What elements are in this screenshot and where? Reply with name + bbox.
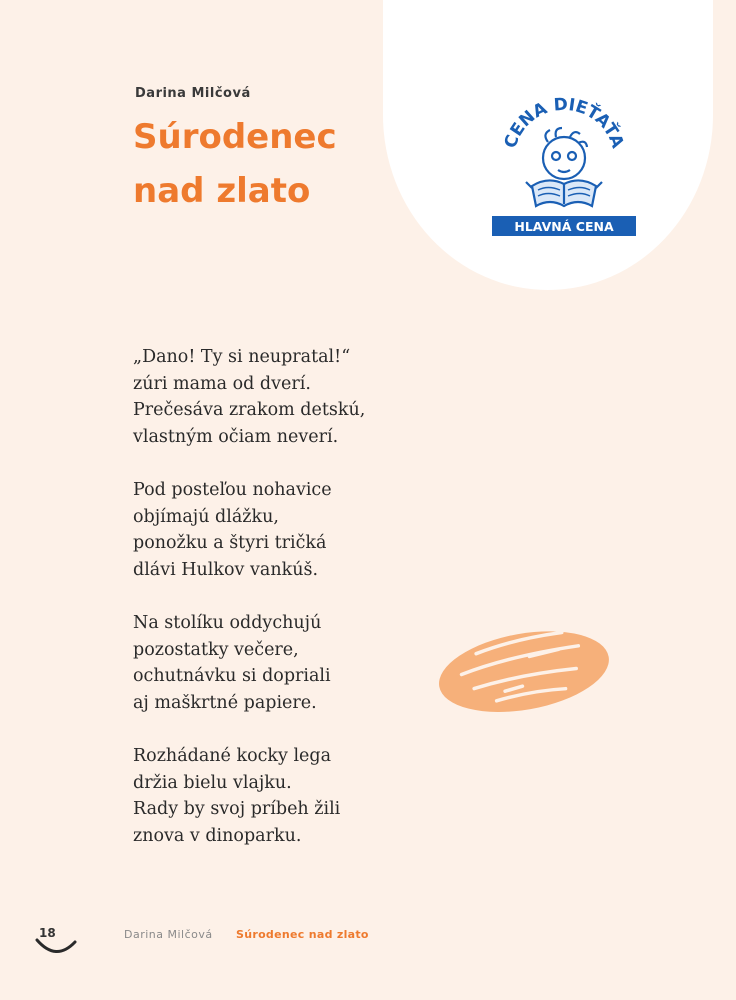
poem-line: Rady by svoj príbeh žili [133, 799, 341, 819]
poem-title [133, 110, 393, 218]
seal-top-text: CENA DIEŤAŤA [500, 94, 628, 151]
poem-stanza [133, 477, 433, 583]
award-seal [486, 86, 642, 242]
poem-line: Prečesáva zrakom detskú, [133, 400, 366, 420]
page-number: 18 [39, 926, 56, 940]
footer-title: Súrodenec nad zlato [236, 928, 369, 941]
poem-line: Pod posteľou nohavice [133, 480, 332, 500]
poem-line: vlastným očiam neverí. [133, 426, 339, 447]
bread-loaf-icon [432, 602, 612, 742]
poem-line: dlávi Hulkov vankúš. [133, 559, 319, 580]
poem-line: znova v dinoparku. [133, 825, 302, 846]
poem-stanza [133, 344, 433, 450]
poem-body [133, 344, 433, 876]
poem-line: ponožku a štyri tričká [133, 533, 327, 553]
poem-stanza [133, 610, 433, 716]
poem-title-line: nad zlato [133, 171, 311, 211]
poem-line: objímajú dlážku, [133, 506, 279, 527]
footer-author: Darina Milčová [124, 928, 213, 941]
poem-line: Na stolíku oddychujú [133, 613, 322, 633]
poem-title-line: Súrodenec [133, 117, 337, 157]
poem-stanza [133, 743, 433, 849]
poem-line: zúri mama od dverí. [133, 373, 311, 394]
poem-line: „Dano! Ty si neupratal!“ [133, 347, 351, 367]
poem-line: ochutnávku si dopriali [133, 666, 331, 686]
poem-line: Rozhádané kocky lega [133, 746, 332, 766]
seal-bottom-text: HLAVNÁ CENA [514, 219, 614, 234]
poem-line: aj maškrtné papiere. [133, 692, 317, 713]
poem-line: držia bielu vlajku. [133, 772, 292, 793]
poem-line: pozostatky večere, [133, 639, 299, 660]
author-name: Darina Milčová [135, 86, 251, 101]
